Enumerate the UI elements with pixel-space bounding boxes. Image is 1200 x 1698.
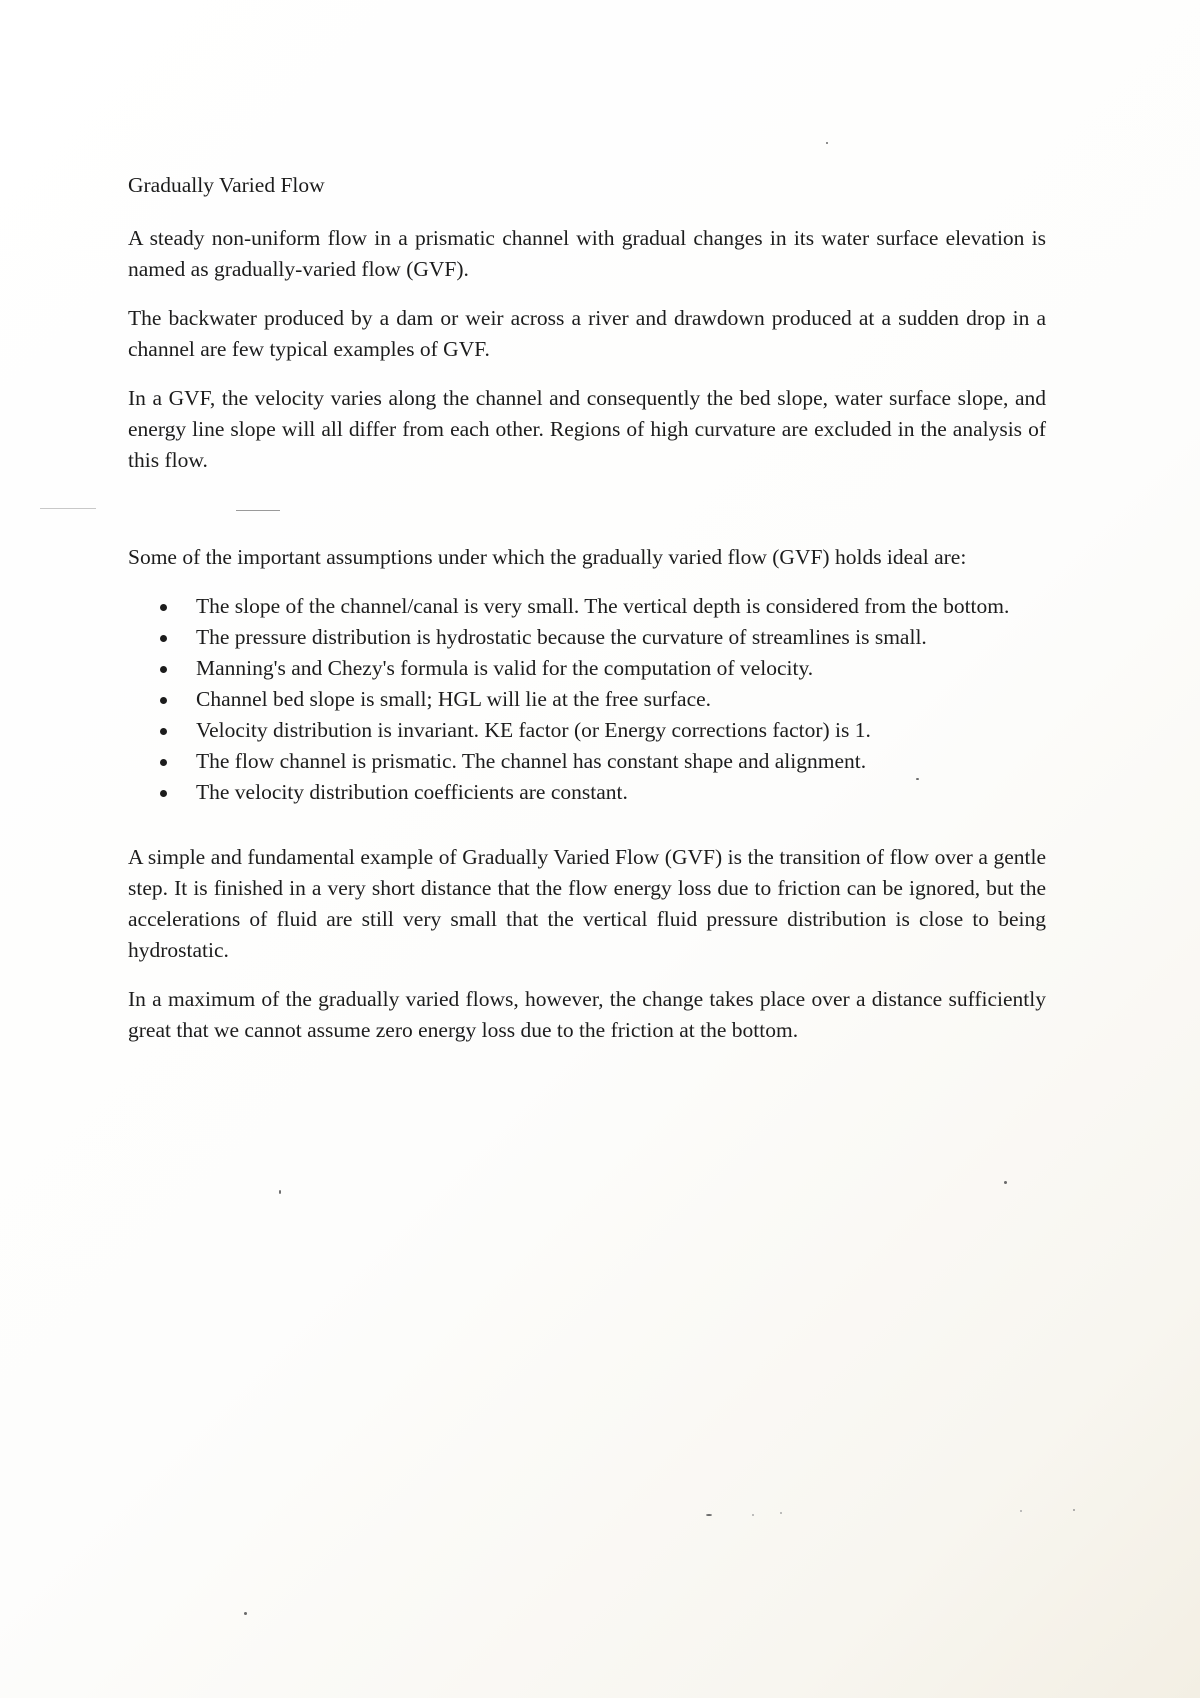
document-body <box>128 170 1046 1064</box>
bullet-icon <box>160 666 167 673</box>
scan-speck <box>1004 1181 1007 1184</box>
scan-speck <box>706 1514 712 1516</box>
bullet-icon <box>160 759 167 766</box>
assumptions-intro: Some of the important assumptions under which the gradually varied flow (GVF) holds ideal are: <box>128 545 967 569</box>
paragraph-friction: In a maximum of the gradually varied flows, however, the change takes place over a distance sufficiently great that we cannot assume zero energy loss due to the friction at the bottom. <box>128 987 1046 1042</box>
bullet-icon <box>160 790 167 797</box>
list-item <box>128 684 1046 715</box>
list-item-text: The slope of the channel/canal is very small. The vertical depth is considered from the bottom. <box>196 594 1010 618</box>
document-title: Gradually Varied Flow <box>128 173 325 197</box>
list-item-text: Channel bed slope is small; HGL will lie at the free surface. <box>196 687 712 711</box>
scan-speck <box>826 142 828 144</box>
list-item-text: The pressure distribution is hydrostatic because the curvature of streamlines is small. <box>196 625 927 649</box>
list-item-text: The velocity distribution coefficients are constant. <box>196 780 628 804</box>
assumptions-list <box>128 591 1046 808</box>
scan-speck <box>244 1612 247 1615</box>
section-spacer <box>128 494 1046 542</box>
paragraph-definition: A steady non-uniform flow in a prismatic channel with gradual changes in its water surface elevation is named as gradually-varied flow (GVF). <box>128 226 1046 281</box>
list-item-text: Manning's and Chezy's formula is valid for the computation of velocity. <box>196 656 814 680</box>
list-item <box>128 591 1046 622</box>
paragraph-velocity: In a GVF, the velocity varies along the channel and consequently the bed slope, water surface slope, and energy line slope will all differ from each other. Regions of high curvature are excluded in the analysis of this flow. <box>128 386 1046 472</box>
list-item <box>128 777 1046 808</box>
scan-speck <box>1020 1510 1022 1512</box>
paragraph-examples: The backwater produced by a dam or weir across a river and drawdown produced at a sudden drop in a channel are few typical examples of GVF. <box>128 306 1046 361</box>
scan-mark <box>40 508 96 509</box>
scan-speck <box>752 1514 754 1516</box>
list-item <box>128 715 1046 746</box>
list-item-text: The flow channel is prismatic. The channel has constant shape and alignment. <box>196 749 867 773</box>
scan-speck <box>780 1512 782 1514</box>
scan-speck <box>1073 1509 1075 1511</box>
list-item <box>128 622 1046 653</box>
list-item-text: Velocity distribution is invariant. KE factor (or Energy corrections factor) is 1. <box>196 718 871 742</box>
list-item <box>128 653 1046 684</box>
paragraph-gentle-step: A simple and fundamental example of Gradually Varied Flow (GVF) is the transition of flow over a gentle step. It is finished in a very short distance that the flow energy loss due to friction can be ignored, but the accelerations of fluid are still very small that the vertical fluid pressure distribution is close to being hydrostatic. <box>128 845 1046 962</box>
bullet-icon <box>160 635 167 642</box>
bullet-icon <box>160 728 167 735</box>
bullet-icon <box>160 604 167 611</box>
section-spacer <box>128 808 1046 842</box>
scan-speck <box>279 1190 281 1194</box>
list-item <box>128 746 1046 777</box>
bullet-icon <box>160 697 167 704</box>
